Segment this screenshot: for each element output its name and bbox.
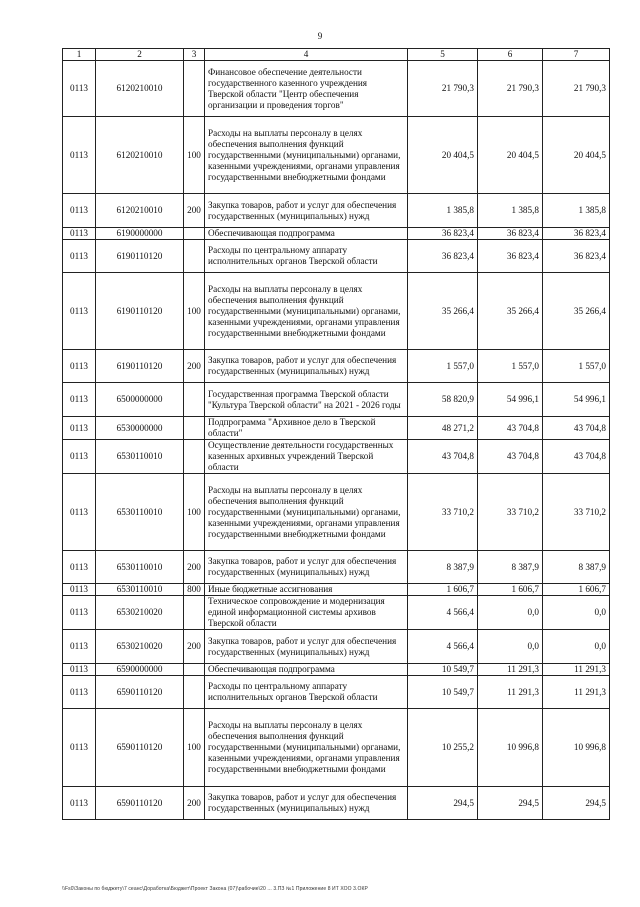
description-cell: Расходы на выплаты персоналу в целях обеспечения выполнения функций государственными (муниципальными) органами, казенными учреждениями, органами управления государственными внебюджетными фондами <box>205 117 408 194</box>
amount-col7-cell: 43 704,8 <box>543 440 610 474</box>
amount-col6-cell: 0,0 <box>478 596 543 630</box>
target-article-cell: 6190110120 <box>96 240 184 273</box>
amount-col6-cell: 8 387,9 <box>478 551 543 584</box>
expense-type-cell <box>184 228 205 240</box>
table-row <box>63 474 610 551</box>
description-cell: Обеспечивающая подпрограмма <box>205 228 408 240</box>
amount-col6-cell: 0,0 <box>478 630 543 664</box>
description-cell: Закупка товаров, работ и услуг для обеспечения государственных (муниципальных) нужд <box>205 787 408 820</box>
section-code-cell: 0113 <box>63 787 96 820</box>
section-code-cell: 0113 <box>63 440 96 474</box>
target-article-cell: 6500000000 <box>96 383 184 417</box>
section-code-cell: 0113 <box>63 709 96 787</box>
amount-col5-cell: 8 387,9 <box>408 551 478 584</box>
target-article-cell: 6190000000 <box>96 228 184 240</box>
expense-type-cell <box>184 676 205 709</box>
expense-type-cell: 100 <box>184 117 205 194</box>
amount-col5-cell: 1 606,7 <box>408 584 478 596</box>
amount-col6-cell: 43 704,8 <box>478 417 543 440</box>
table-row <box>63 630 610 664</box>
section-code-cell: 0113 <box>63 474 96 551</box>
target-article-cell: 6530210020 <box>96 596 184 630</box>
amount-col7-cell: 1 385,8 <box>543 194 610 228</box>
amount-col6-cell: 36 823,4 <box>478 240 543 273</box>
amount-col5-cell: 36 823,4 <box>408 228 478 240</box>
section-code-cell: 0113 <box>63 350 96 383</box>
expense-type-cell <box>184 417 205 440</box>
table-row <box>63 584 610 596</box>
amount-col6-cell: 21 790,3 <box>478 61 543 117</box>
description-cell: Расходы на выплаты персоналу в целях обеспечения выполнения функций государственными (муниципальными) органами, казенными учреждениями, органами управления государственными внебюджетными фондами <box>205 273 408 350</box>
description-cell: Закупка товаров, работ и услуг для обеспечения государственных (муниципальных) нужд <box>205 630 408 664</box>
amount-col5-cell: 10 549,7 <box>408 664 478 676</box>
description-cell: Закупка товаров, работ и услуг для обеспечения государственных (муниципальных) нужд <box>205 350 408 383</box>
description-cell: Расходы на выплаты персоналу в целях обеспечения выполнения функций государственными (муниципальными) органами, казенными учреждениями, органами управления государственными внебюджетными фондами <box>205 474 408 551</box>
amount-col5-cell: 1 557,0 <box>408 350 478 383</box>
amount-col7-cell: 0,0 <box>543 596 610 630</box>
target-article-cell: 6120210010 <box>96 61 184 117</box>
section-code-cell: 0113 <box>63 383 96 417</box>
description-cell: Закупка товаров, работ и услуг для обеспечения государственных (муниципальных) нужд <box>205 551 408 584</box>
expense-type-cell: 200 <box>184 350 205 383</box>
amount-col7-cell: 1 606,7 <box>543 584 610 596</box>
col-header-2: 2 <box>96 49 184 61</box>
col-header-1: 1 <box>63 49 96 61</box>
amount-col5-cell: 10 549,7 <box>408 676 478 709</box>
page-number: 9 <box>317 31 323 41</box>
amount-col7-cell: 33 710,2 <box>543 474 610 551</box>
section-code-cell: 0113 <box>63 584 96 596</box>
section-code-cell: 0113 <box>63 240 96 273</box>
amount-col6-cell: 43 704,8 <box>478 440 543 474</box>
expense-type-cell: 200 <box>184 787 205 820</box>
header-row <box>63 49 610 61</box>
amount-col5-cell: 58 820,9 <box>408 383 478 417</box>
table-row <box>63 417 610 440</box>
table-row <box>63 664 610 676</box>
amount-col7-cell: 0,0 <box>543 630 610 664</box>
description-cell: Расходы по центральному аппарату исполнительных органов Тверской области <box>205 240 408 273</box>
target-article-cell: 6590110120 <box>96 709 184 787</box>
amount-col7-cell: 54 996,1 <box>543 383 610 417</box>
table-row <box>63 273 610 350</box>
table-row <box>63 194 610 228</box>
amount-col6-cell: 1 385,8 <box>478 194 543 228</box>
description-cell: Расходы по центральному аппарату исполнительных органов Тверской области <box>205 676 408 709</box>
expense-type-cell <box>184 596 205 630</box>
amount-col5-cell: 20 404,5 <box>408 117 478 194</box>
table-row <box>63 228 610 240</box>
amount-col6-cell: 54 996,1 <box>478 383 543 417</box>
amount-col6-cell: 1 606,7 <box>478 584 543 596</box>
amount-col5-cell: 35 266,4 <box>408 273 478 350</box>
section-code-cell: 0113 <box>63 676 96 709</box>
expense-type-cell <box>184 61 205 117</box>
target-article-cell: 6530110010 <box>96 474 184 551</box>
amount-col7-cell: 20 404,5 <box>543 117 610 194</box>
amount-col6-cell: 20 404,5 <box>478 117 543 194</box>
expense-type-cell <box>184 240 205 273</box>
table-row <box>63 787 610 820</box>
amount-col7-cell: 8 387,9 <box>543 551 610 584</box>
amount-col5-cell: 43 704,8 <box>408 440 478 474</box>
target-article-cell: 6530210020 <box>96 630 184 664</box>
amount-col5-cell: 36 823,4 <box>408 240 478 273</box>
section-code-cell: 0113 <box>63 551 96 584</box>
amount-col6-cell: 35 266,4 <box>478 273 543 350</box>
amount-col6-cell: 1 557,0 <box>478 350 543 383</box>
section-code-cell: 0113 <box>63 664 96 676</box>
amount-col7-cell: 36 823,4 <box>543 228 610 240</box>
table-row <box>63 551 610 584</box>
amount-col5-cell: 33 710,2 <box>408 474 478 551</box>
target-article-cell: 6190110120 <box>96 273 184 350</box>
table-row <box>63 383 610 417</box>
amount-col5-cell: 4 566,4 <box>408 630 478 664</box>
target-article-cell: 6120210010 <box>96 117 184 194</box>
amount-col6-cell: 294,5 <box>478 787 543 820</box>
amount-col6-cell: 11 291,3 <box>478 664 543 676</box>
amount-col6-cell: 33 710,2 <box>478 474 543 551</box>
description-cell: Финансовое обеспечение деятельности государственного казенного учреждения Тверской области "Центр обеспечения организации и проведения торгов" <box>205 61 408 117</box>
expense-type-cell: 100 <box>184 709 205 787</box>
section-code-cell: 0113 <box>63 194 96 228</box>
col-header-5: 5 <box>408 49 478 61</box>
expense-type-cell <box>184 440 205 474</box>
table-row <box>63 596 610 630</box>
target-article-cell: 6590110120 <box>96 676 184 709</box>
col-header-7: 7 <box>543 49 610 61</box>
table-row <box>63 440 610 474</box>
description-cell: Расходы на выплаты персоналу в целях обеспечения выполнения функций государственными (муниципальными) органами, казенными учреждениями, органами управления государственными внебюджетными фондами <box>205 709 408 787</box>
amount-col7-cell: 21 790,3 <box>543 61 610 117</box>
expense-type-cell: 200 <box>184 551 205 584</box>
amount-col7-cell: 11 291,3 <box>543 676 610 709</box>
amount-col6-cell: 10 996,8 <box>478 709 543 787</box>
expense-type-cell: 100 <box>184 474 205 551</box>
expense-type-cell <box>184 664 205 676</box>
section-code-cell: 0113 <box>63 596 96 630</box>
table-row <box>63 350 610 383</box>
footer-file-path: \\Fs0\Законы по бюджету\7 сеанс\Доработка\Бюджет\Проект Закона (07)\рабочие\20 ... 3.ПЗ №1 Приложение 8 ИТ ХОО 3.ОКР <box>62 886 368 892</box>
amount-col7-cell: 11 291,3 <box>543 664 610 676</box>
expense-type-cell: 100 <box>184 273 205 350</box>
description-cell: Закупка товаров, работ и услуг для обеспечения государственных (муниципальных) нужд <box>205 194 408 228</box>
amount-col5-cell: 4 566,4 <box>408 596 478 630</box>
description-cell: Обеспечивающая подпрограмма <box>205 664 408 676</box>
table-row <box>63 61 610 117</box>
amount-col6-cell: 36 823,4 <box>478 228 543 240</box>
description-cell: Осуществление деятельности государственных казенных архивных учреждений Тверской области <box>205 440 408 474</box>
col-header-4: 4 <box>205 49 408 61</box>
section-code-cell: 0113 <box>63 273 96 350</box>
expense-type-cell <box>184 383 205 417</box>
col-header-6: 6 <box>478 49 543 61</box>
target-article-cell: 6590000000 <box>96 664 184 676</box>
expense-type-cell: 800 <box>184 584 205 596</box>
amount-col5-cell: 1 385,8 <box>408 194 478 228</box>
target-article-cell: 6120210010 <box>96 194 184 228</box>
table-row <box>63 709 610 787</box>
col-header-3: 3 <box>184 49 205 61</box>
description-cell: Техническое сопровождение и модернизация единой информационной системы архивов Тверской области <box>205 596 408 630</box>
amount-col7-cell: 36 823,4 <box>543 240 610 273</box>
target-article-cell: 6190110120 <box>96 350 184 383</box>
amount-col5-cell: 48 271,2 <box>408 417 478 440</box>
amount-col7-cell: 10 996,8 <box>543 709 610 787</box>
amount-col5-cell: 21 790,3 <box>408 61 478 117</box>
description-cell: Подпрограмма "Архивное дело в Тверской области" <box>205 417 408 440</box>
target-article-cell: 6530110010 <box>96 551 184 584</box>
amount-col5-cell: 10 255,2 <box>408 709 478 787</box>
description-cell: Государственная программа Тверской области "Культура Тверской области" на 2021 - 2026 годы <box>205 383 408 417</box>
section-code-cell: 0113 <box>63 61 96 117</box>
amount-col7-cell: 1 557,0 <box>543 350 610 383</box>
section-code-cell: 0113 <box>63 117 96 194</box>
description-cell: Иные бюджетные ассигнования <box>205 584 408 596</box>
expense-type-cell: 200 <box>184 630 205 664</box>
section-code-cell: 0113 <box>63 417 96 440</box>
target-article-cell: 6530110010 <box>96 584 184 596</box>
amount-col5-cell: 294,5 <box>408 787 478 820</box>
amount-col7-cell: 35 266,4 <box>543 273 610 350</box>
target-article-cell: 6530110010 <box>96 440 184 474</box>
section-code-cell: 0113 <box>63 630 96 664</box>
table-row <box>63 117 610 194</box>
target-article-cell: 6590110120 <box>96 787 184 820</box>
target-article-cell: 6530000000 <box>96 417 184 440</box>
budget-table <box>62 48 610 820</box>
amount-col7-cell: 43 704,8 <box>543 417 610 440</box>
table-row <box>63 676 610 709</box>
expense-type-cell: 200 <box>184 194 205 228</box>
amount-col7-cell: 294,5 <box>543 787 610 820</box>
table-row <box>63 240 610 273</box>
amount-col6-cell: 11 291,3 <box>478 676 543 709</box>
section-code-cell: 0113 <box>63 228 96 240</box>
